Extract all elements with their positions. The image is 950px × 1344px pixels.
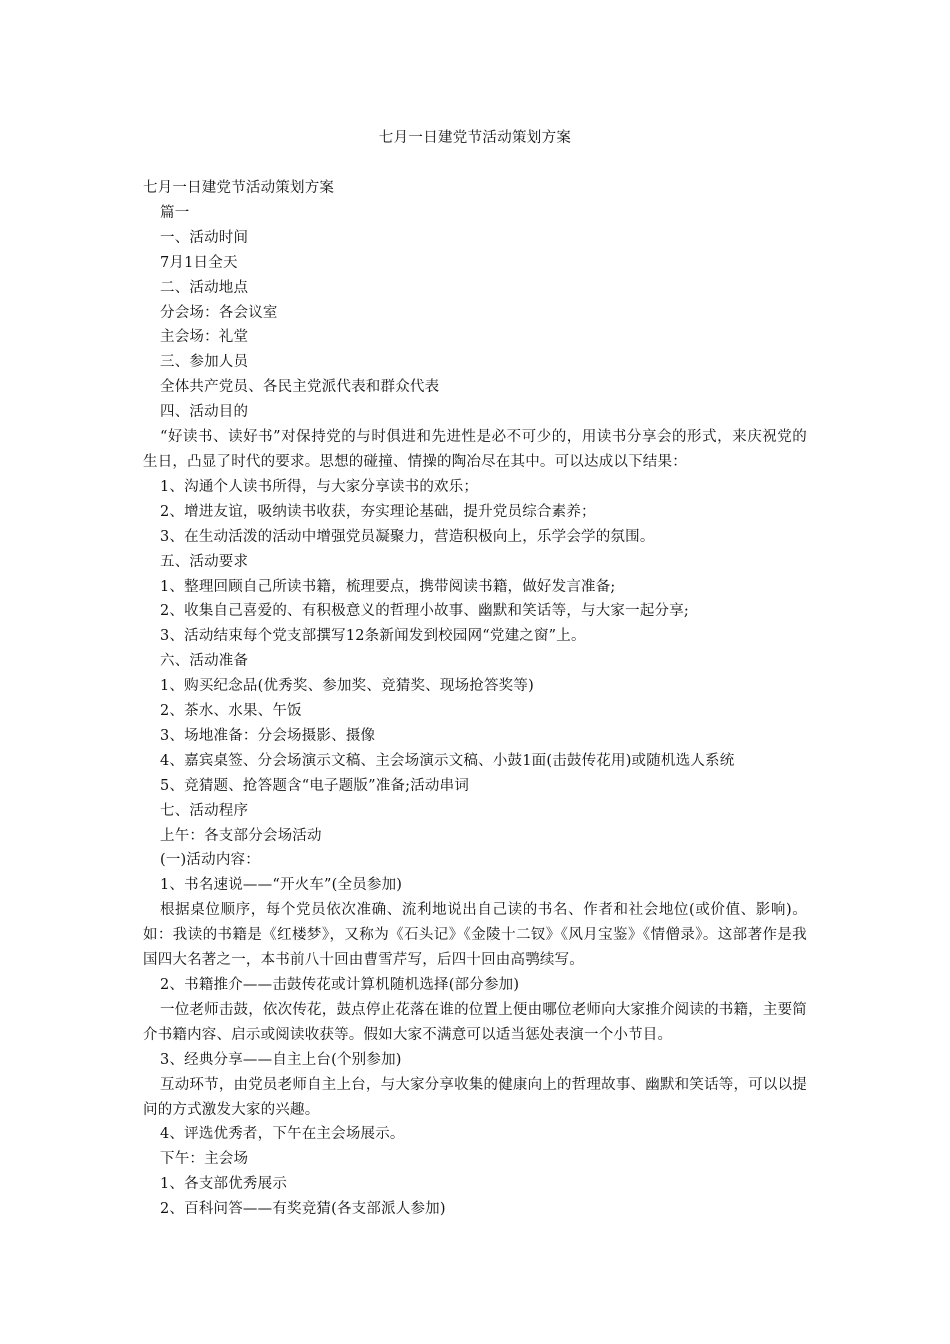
body-line: 3、在生动活泼的活动中增强党员凝聚力，营造积极向上，乐学会学的氛围。 — [160, 528, 655, 545]
body-line: 3、场地准备：分会场摄影、摄像 — [160, 727, 376, 744]
body-line: 5、竞猜题、抢答题含“电子题版”准备;活动串词 — [160, 777, 470, 794]
body-line: 五、活动要求 — [160, 553, 249, 570]
body-line: 七、活动程序 — [160, 802, 249, 819]
document-title: 七月一日建党节活动策划方案 — [378, 130, 572, 146]
body-line: 3、活动结束每个党支部撰写12条新闻发到校园网“党建之窗”上。 — [160, 628, 586, 645]
body-paragraph: 根据桌位顺序，每个党员依次准确、流利地说出自己读的书名、作者和社会地位(或价值、影响)。如：我读的书籍是《红楼梦》，又称为《石头记》《金陵十二钗》《风月宝鉴》《情僧录》。这部著作是我国四大名著之一，本书前八十回由曹雪芹写，后四十回由高鹗续写。 — [143, 902, 807, 969]
body-paragraph: “好读书、读好书”对保持党的与时俱进和先进性是必不可少的，用读书分享会的形式，来庆祝党的生日，凸显了时代的要求。思想的碰撞、情操的陶冶尽在其中。可以达成以下结果： — [143, 429, 807, 470]
body-line: 3、经典分享——自主上台(个别参加) — [160, 1051, 402, 1068]
body-line: 1、沟通个人读书所得，与大家分享读书的欢乐； — [160, 478, 479, 495]
document-body — [143, 176, 807, 1222]
body-line: 七月一日建党节活动策划方案 — [143, 180, 335, 196]
body-line: 二、活动地点 — [160, 279, 249, 296]
body-line: 1、整理回顾自己所读书籍，梳理要点，携带阅读书籍，做好发言准备; — [160, 578, 616, 595]
body-paragraph: 一位老师击鼓，依次传花，鼓点停止花落在谁的位置上便由哪位老师向大家推介阅读的书籍，主要简介书籍内容、启示或阅读收获等。假如大家不满意可以适当惩处表演一个小节目。 — [143, 1001, 807, 1043]
body-line: 2、书籍推介——击鼓传花或计算机随机选择(部分参加) — [160, 977, 520, 993]
body-line: 四、活动目的 — [160, 404, 249, 421]
body-line: 六、活动准备 — [160, 653, 249, 670]
body-line: 篇一 — [160, 204, 190, 221]
body-paragraph: 互动环节，由党员老师自主上台，与大家分享收集的健康向上的哲理故事、幽默和笑话等，可以以提问的方式激发大家的兴趣。 — [143, 1076, 807, 1118]
body-line: 分会场：各会议室 — [160, 304, 278, 321]
body-line: (一)活动内容： — [160, 852, 260, 869]
body-line: 1、书名速说——“开火车”(全员参加) — [160, 877, 403, 894]
body-line: 4、嘉宾桌签、分会场演示文稿、主会场演示文稿、小鼓1面(击鼓传花用)或随机选人系统 — [160, 752, 735, 769]
body-line: 1、各支部优秀展示 — [160, 1176, 288, 1193]
body-line: 三、参加人员 — [160, 354, 249, 371]
body-line: 2、百科问答——有奖竞猜(各支部派人参加) — [160, 1201, 446, 1218]
body-line: 上午：各支部分会场活动 — [160, 827, 322, 844]
body-line: 1、购买纪念品(优秀奖、参加奖、竞猜奖、现场抢答奖等) — [160, 678, 534, 695]
body-line: 2、收集自己喜爱的、有积极意义的哲理小故事、幽默和笑话等，与大家一起分享; — [160, 603, 690, 620]
body-line: 4、评选优秀者，下午在主会场展示。 — [160, 1126, 405, 1143]
body-line: 7月1日全天 — [160, 254, 238, 271]
body-line: 主会场：礼堂 — [160, 329, 249, 346]
body-line: 2、茶水、水果、午饭 — [160, 703, 302, 720]
body-line: 全体共产党员、各民主党派代表和群众代表 — [160, 379, 440, 396]
body-line: 2、增进友谊，吸纳读书收获，夯实理论基础，提升党员综合素养； — [160, 503, 596, 520]
body-line: 下午：主会场 — [160, 1151, 249, 1168]
body-line: 一、活动时间 — [160, 229, 249, 246]
